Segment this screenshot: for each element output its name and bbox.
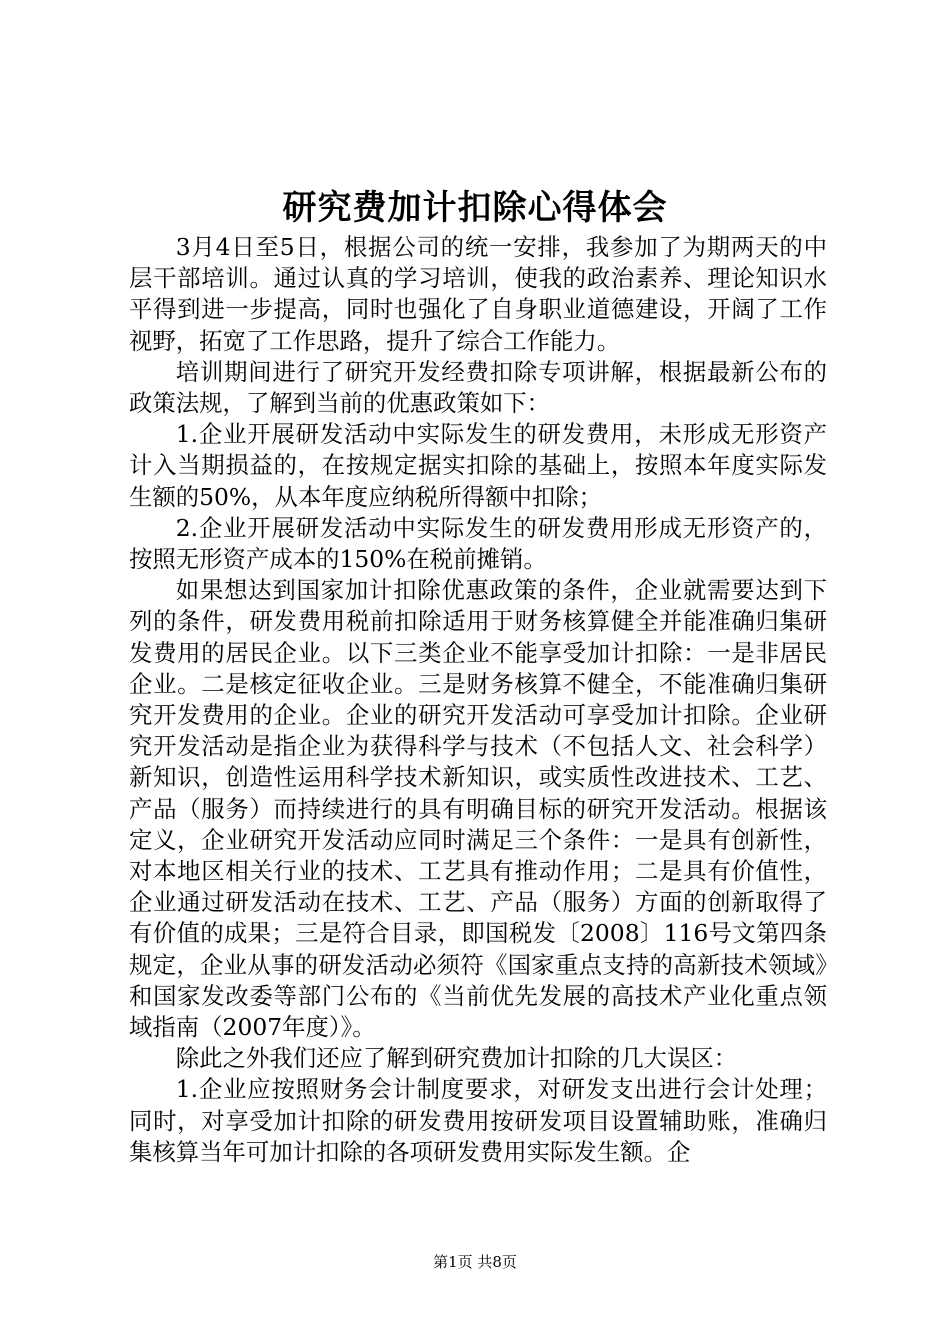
paragraph-3: 1.企业开展研发活动中实际发生的研发费用，未形成无形资产计入当期损益的，在按规定据实扣除的基础上，按照本年度实际发生额的50%，从本年度应纳税所得额中扣除；: [129, 420, 827, 511]
document-body: [129, 232, 827, 1168]
paragraph-4: 2.企业开展研发活动中实际发生的研发费用形成无形资产的，按照无形资产成本的150%在税前摊销。: [129, 513, 827, 574]
paragraph-6: 除此之外我们还应了解到研究费加计扣除的几大误区：: [175, 1044, 738, 1073]
paragraph-7: 1.企业应按照财务会计制度要求，对研发支出进行会计处理；同时，对享受加计扣除的研发费用按研发项目设置辅助账，准确归集核算当年可加计扣除的各项研发费用实际发生额。企: [129, 1075, 827, 1166]
paragraph-5: 如果想达到国家加计扣除优惠政策的条件，企业就需要达到下列的条件，研发费用税前扣除适用于财务核算健全并能准确归集研发费用的居民企业。以下三类企业不能享受加计扣除：一是非居民企业。二是核定征收企业。三是财务核算不健全，不能准确归集研究开发费用的企业。企业的研究开发活动可享受加计扣除。企业研究开发活动是指企业为获得科学与技术（不包括人文、社会科学）新知识，创造性运用科学技术新知识，或实质性改进技术、工艺、产品（服务）而持续进行的具有明确目标的研究开发活动。根据该定义，企业研究开发活动应同时满足三个条件：一是具有创新性，对本地区相关行业的技术、工艺具有推动作用；二是具有价值性，企业通过研发活动在技术、工艺、产品（服务）方面的创新取得了有价值的成果；三是符合目录，即国税发〔2008〕116号文第四条规定，企业从事的研发活动必须符《国家重点支持的高新技术领域》和国家发改委等部门公布的《当前优先发展的高技术产业化重点领域指南（2007年度）》。: [129, 576, 827, 1042]
paragraph-2: 培训期间进行了研究开发经费扣除专项讲解，根据最新公布的政策法规，了解到当前的优惠政策如下：: [129, 357, 827, 418]
paragraph-1: 3月4日至5日，根据公司的统一安排，我参加了为期两天的中层干部培训。通过认真的学习培训，使我的政治素养、理论知识水平得到进一步提高，同时也强化了自身职业道德建设，开阔了工作视野，拓宽了工作思路，提升了综合工作能力。: [129, 233, 827, 355]
document-title: 研究费加计扣除心得体会: [282, 188, 668, 228]
page-footer: 第1页 共8页: [433, 1253, 517, 1271]
